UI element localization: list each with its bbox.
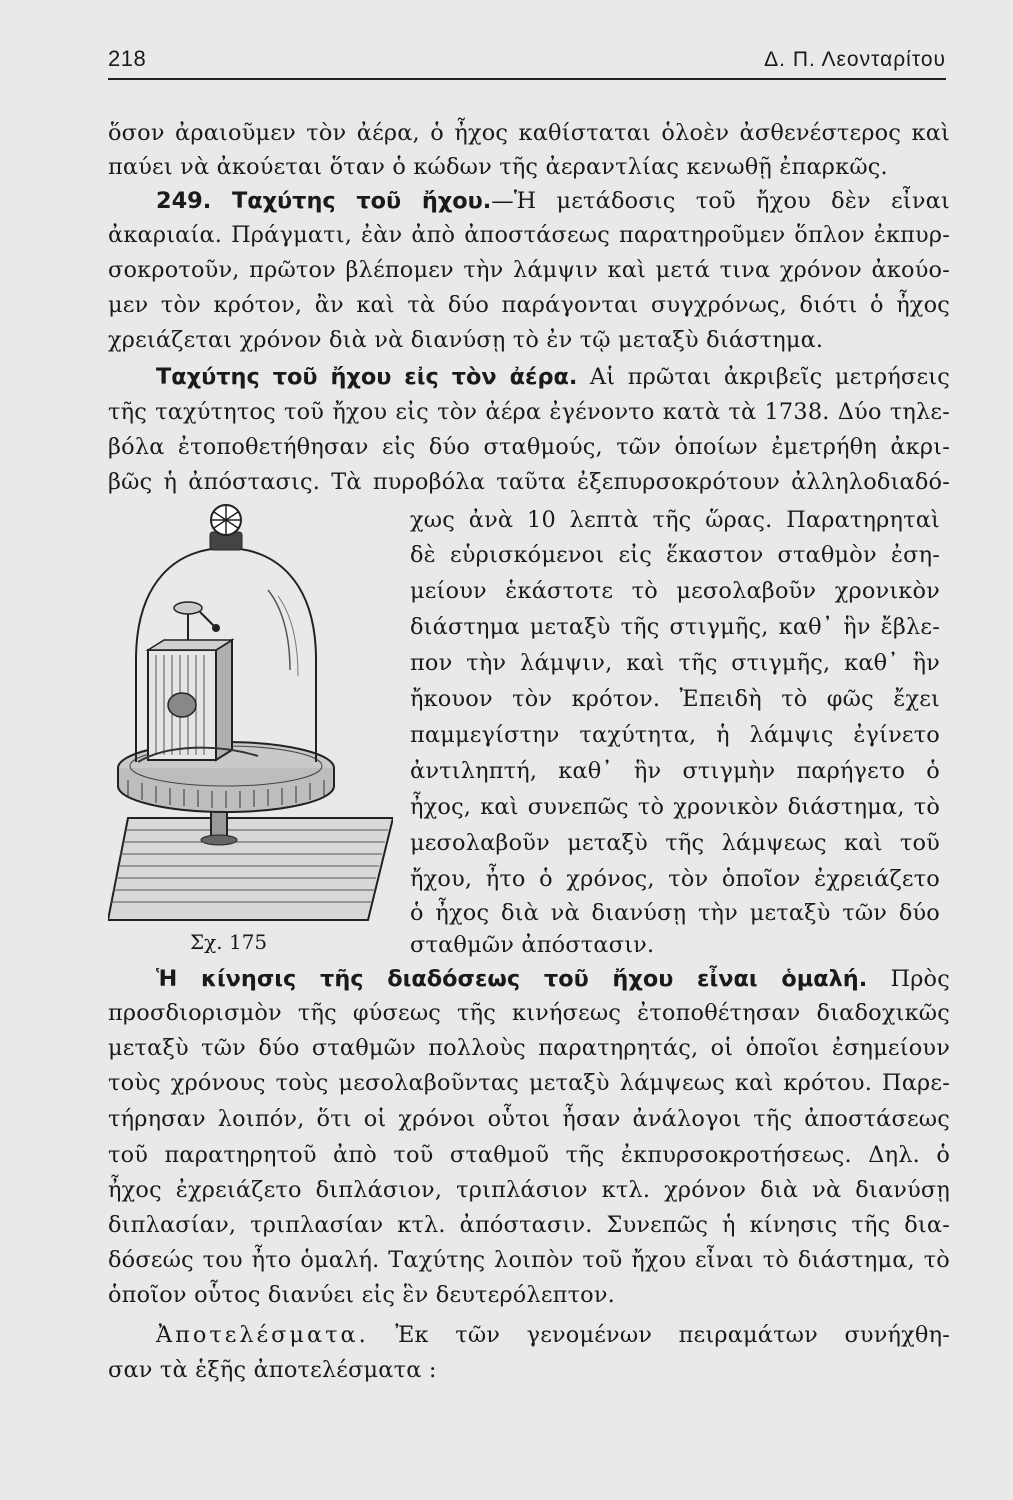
text-line: χως ἀνὰ 10 λεπτὰ τῆς ὥρας. Παρατηρηταὶ bbox=[410, 507, 940, 533]
text-line: ὁ ἦχος διὰ νὰ διανύσῃ τὴν μεταξὺ τῶν δύο bbox=[410, 900, 940, 926]
text-line: παύει νὰ ἀκούεται ὅταν ὁ κώδων τῆς ἀεραντλίας κενωθῇ ἐπαρκῶς. bbox=[108, 154, 888, 180]
text-line: τῆς ταχύτητος τοῦ ἤχου εἰς τὸν ἀέρα ἐγένοντο κατὰ τὰ 1738. Δύο τηλε- bbox=[108, 399, 950, 425]
text-line: διάστημα μεταξὺ τῆς στιγμῆς, καθ᾽ ἣν ἔβλε- bbox=[410, 614, 940, 640]
text-run: Πρὸς bbox=[890, 966, 950, 992]
results-label: Ἀποτελέσματα. bbox=[156, 1322, 369, 1348]
text-line: τοῦ παρατηρητοῦ ἀπὸ τοῦ σταθμοῦ τῆς ἐκπυρσοκροτήσεως. Δηλ. ὁ bbox=[108, 1142, 950, 1168]
bell-mechanism bbox=[138, 602, 258, 762]
text-line: ἀκαριαία. Πράγματι, ἐὰν ἀπὸ ἀποστάσεως παρατηροῦμεν ὅπλον ἐκπυρ- bbox=[108, 222, 950, 248]
wooden-base bbox=[108, 818, 393, 920]
text-line: διπλασίαν, τριπλασίαν κτλ. ἀπόστασιν. Συνεπῶς ἡ κίνησις τῆς δια- bbox=[108, 1212, 950, 1238]
text-line: ἦχος ἐχρειάζετο διπλάσιον, τριπλάσιον κτλ. χρόνον διὰ νὰ διανύσῃ bbox=[108, 1177, 950, 1203]
results-line bbox=[156, 1320, 950, 1350]
text-run: Ἐκ τῶν γενομένων πειραμάτων συνήχθη- bbox=[395, 1322, 950, 1348]
text-line: βόλα ἐτοποθετήθησαν εἰς δύο σταθμούς, τῶν ὁποίων ἐμετρήθη ἀκρι- bbox=[108, 434, 950, 460]
text-line: ἤχου, ἦτο ὁ χρόνος, τὸν ὁποῖον ἐχρειάζετο bbox=[410, 866, 940, 892]
text-line: μεταξὺ τῶν δύο σταθμῶν πολλοὺς παρατηρητάς, οἱ ὁποῖοι ἐσημείουν bbox=[108, 1035, 950, 1061]
text-run: Αἱ πρῶται ἀκριβεῖς μετρήσεις bbox=[589, 364, 950, 390]
text-line: χρειάζεται χρόνον διὰ νὰ διανύσῃ τὸ ἐν τῷ μεταξὺ διάστημα. bbox=[108, 327, 824, 353]
header-rule bbox=[108, 78, 946, 80]
subsection-heading: Ἡ κίνησις τῆς διαδόσεως τοῦ ἤχου εἶναι ὁμαλή. bbox=[156, 966, 868, 992]
text-line: τήρησαν λοιπόν, ὅτι οἱ χρόνοι οὗτοι ἦσαν ἀνάλογοι τῆς ἀποστάσεως bbox=[108, 1106, 950, 1132]
uniform-motion-line bbox=[156, 964, 950, 994]
text-line: ἦχος, καὶ συνεπῶς τὸ χρονικὸν διάστημα, τὸ bbox=[410, 794, 940, 820]
text-line: σαν τὰ ἑξῆς ἀποτελέσματα : bbox=[108, 1357, 437, 1383]
text-line: δόσεώς του ἦτο ὁμαλή. Ταχύτης λοιπὸν τοῦ ἤχου εἶναι τὸ διάστημα, τὸ bbox=[108, 1247, 950, 1273]
text-line: μείουν ἑκάστοτε τὸ μεσολαβοῦν χρονικὸν bbox=[410, 578, 940, 604]
figure-caption: Σχ. 175 bbox=[190, 930, 268, 954]
section-249-line bbox=[156, 186, 950, 216]
text-line: ὅσον ἀραιοῦμεν τὸν ἀέρα, ὁ ἦχος καθίσταται ὁλοὲν ἀσθενέστερος καὶ bbox=[108, 120, 950, 146]
text-line: μεσολαβοῦν μεταξὺ τῆς λάμψεως καὶ τοῦ bbox=[410, 830, 940, 856]
text-line: ἀντιληπτή, καθ᾽ ἣν στιγμὴν παρήγετο ὁ bbox=[410, 758, 940, 784]
page-number: 218 bbox=[108, 46, 147, 71]
text-line: παμμεγίστην ταχύτητα, ἡ λάμψις ἐγίνετο bbox=[410, 722, 940, 748]
page-header bbox=[108, 40, 946, 82]
text-line: ἤκουον τὸν κρότον. Ἐπειδὴ τὸ φῶς ἔχει bbox=[410, 686, 940, 712]
text-run: —Ἡ μετάδοσις τοῦ ἤχου δὲν εἶναι bbox=[491, 188, 950, 214]
text-line: βῶς ἡ ἀπόστασις. Τὰ πυροβόλα ταῦτα ἐξεπυρσοκρότουν ἀλληλοδιαδό- bbox=[108, 469, 950, 495]
subsection-heading: Ταχύτης τοῦ ἤχου εἰς τὸν ἀέρα. bbox=[156, 364, 578, 390]
text-line: ὁποῖον οὗτος διανύει εἰς ἓν δευτερόλεπτον. bbox=[108, 1282, 615, 1308]
text-line: τοὺς χρόνους τοὺς μεσολαβοῦντας μεταξὺ λάμψεως καὶ κρότου. Παρε- bbox=[108, 1070, 950, 1096]
text-line: δὲ εὑρισκόμενοι εἰς ἕκαστον σταθμὸν ἐση- bbox=[410, 542, 940, 568]
running-head: Δ. Π. Λεονταρίτου bbox=[764, 48, 946, 71]
text-line: σοκροτοῦν, πρῶτον βλέπομεν τὴν λάμψιν καὶ μετά τινα χρόνον ἀκούο- bbox=[108, 257, 950, 283]
text-line: μεν τὸν κρότον, ἂν καὶ τὰ δύο παράγονται συγχρόνως, διότι ὁ ἦχος bbox=[108, 292, 950, 318]
bell-jar-illustration bbox=[108, 500, 393, 930]
section-heading: 249. Ταχύτης τοῦ ἤχου. bbox=[156, 188, 492, 214]
bell-jar-figure bbox=[108, 500, 393, 930]
text-line: πον τὴν λάμψιν, καὶ τῆς στιγμῆς, καθ᾽ ἣν bbox=[410, 650, 940, 676]
text-line: σταθμῶν ἀπόστασιν. bbox=[410, 932, 655, 958]
air-speed-line bbox=[156, 362, 950, 392]
text-line: προσδιορισμὸν τῆς φύσεως τῆς κινήσεως ἐτοποθέτησαν διαδοχικῶς bbox=[108, 1000, 950, 1026]
